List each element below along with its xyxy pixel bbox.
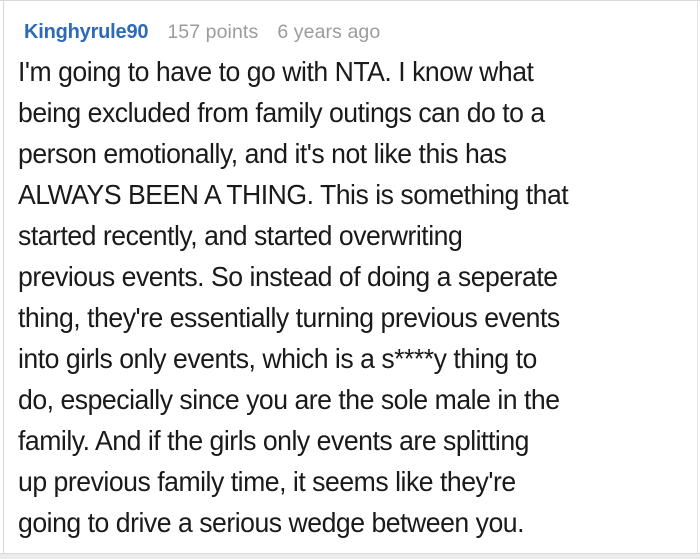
comment-body <box>18 51 568 543</box>
comment-header <box>24 21 380 44</box>
comment-text-line: ALWAYS BEEN A THING. This is something that <box>18 179 569 210</box>
bottom-border-band <box>0 553 700 559</box>
top-border-line <box>0 0 700 1</box>
comment-text-line: person emotionally, and it's not like this has <box>18 138 507 169</box>
comment-author-link[interactable]: Kinghyrule90 <box>24 21 149 43</box>
comment-text-line: thing, they're essentially turning previous events <box>18 302 560 333</box>
comment-text-line: previous events. So instead of doing a seperate <box>18 261 558 292</box>
comment-text-line: family. And if the girls only events are splitting <box>18 425 529 456</box>
comment-text-line: into girls only events, which is a s****y thing to <box>18 343 537 374</box>
comment-text-line: being excluded from family outings can do to a <box>18 97 545 128</box>
comment-text-line: started recently, and started overwriting <box>18 220 463 251</box>
comment-timestamp: 6 years ago <box>277 21 381 43</box>
comment-text-line: I'm going to have to go with NTA. I know what <box>18 56 534 87</box>
right-border-line <box>697 0 698 559</box>
comment-points: 157 points <box>167 21 259 43</box>
comment-text-line: do, especially since you are the sole male in the <box>18 384 560 415</box>
comment-text-line: going to drive a serious wedge between you. <box>18 507 525 538</box>
comment-text-line: up previous family time, it seems like they're <box>18 466 516 497</box>
comment-collapse-line[interactable] <box>3 1 4 558</box>
